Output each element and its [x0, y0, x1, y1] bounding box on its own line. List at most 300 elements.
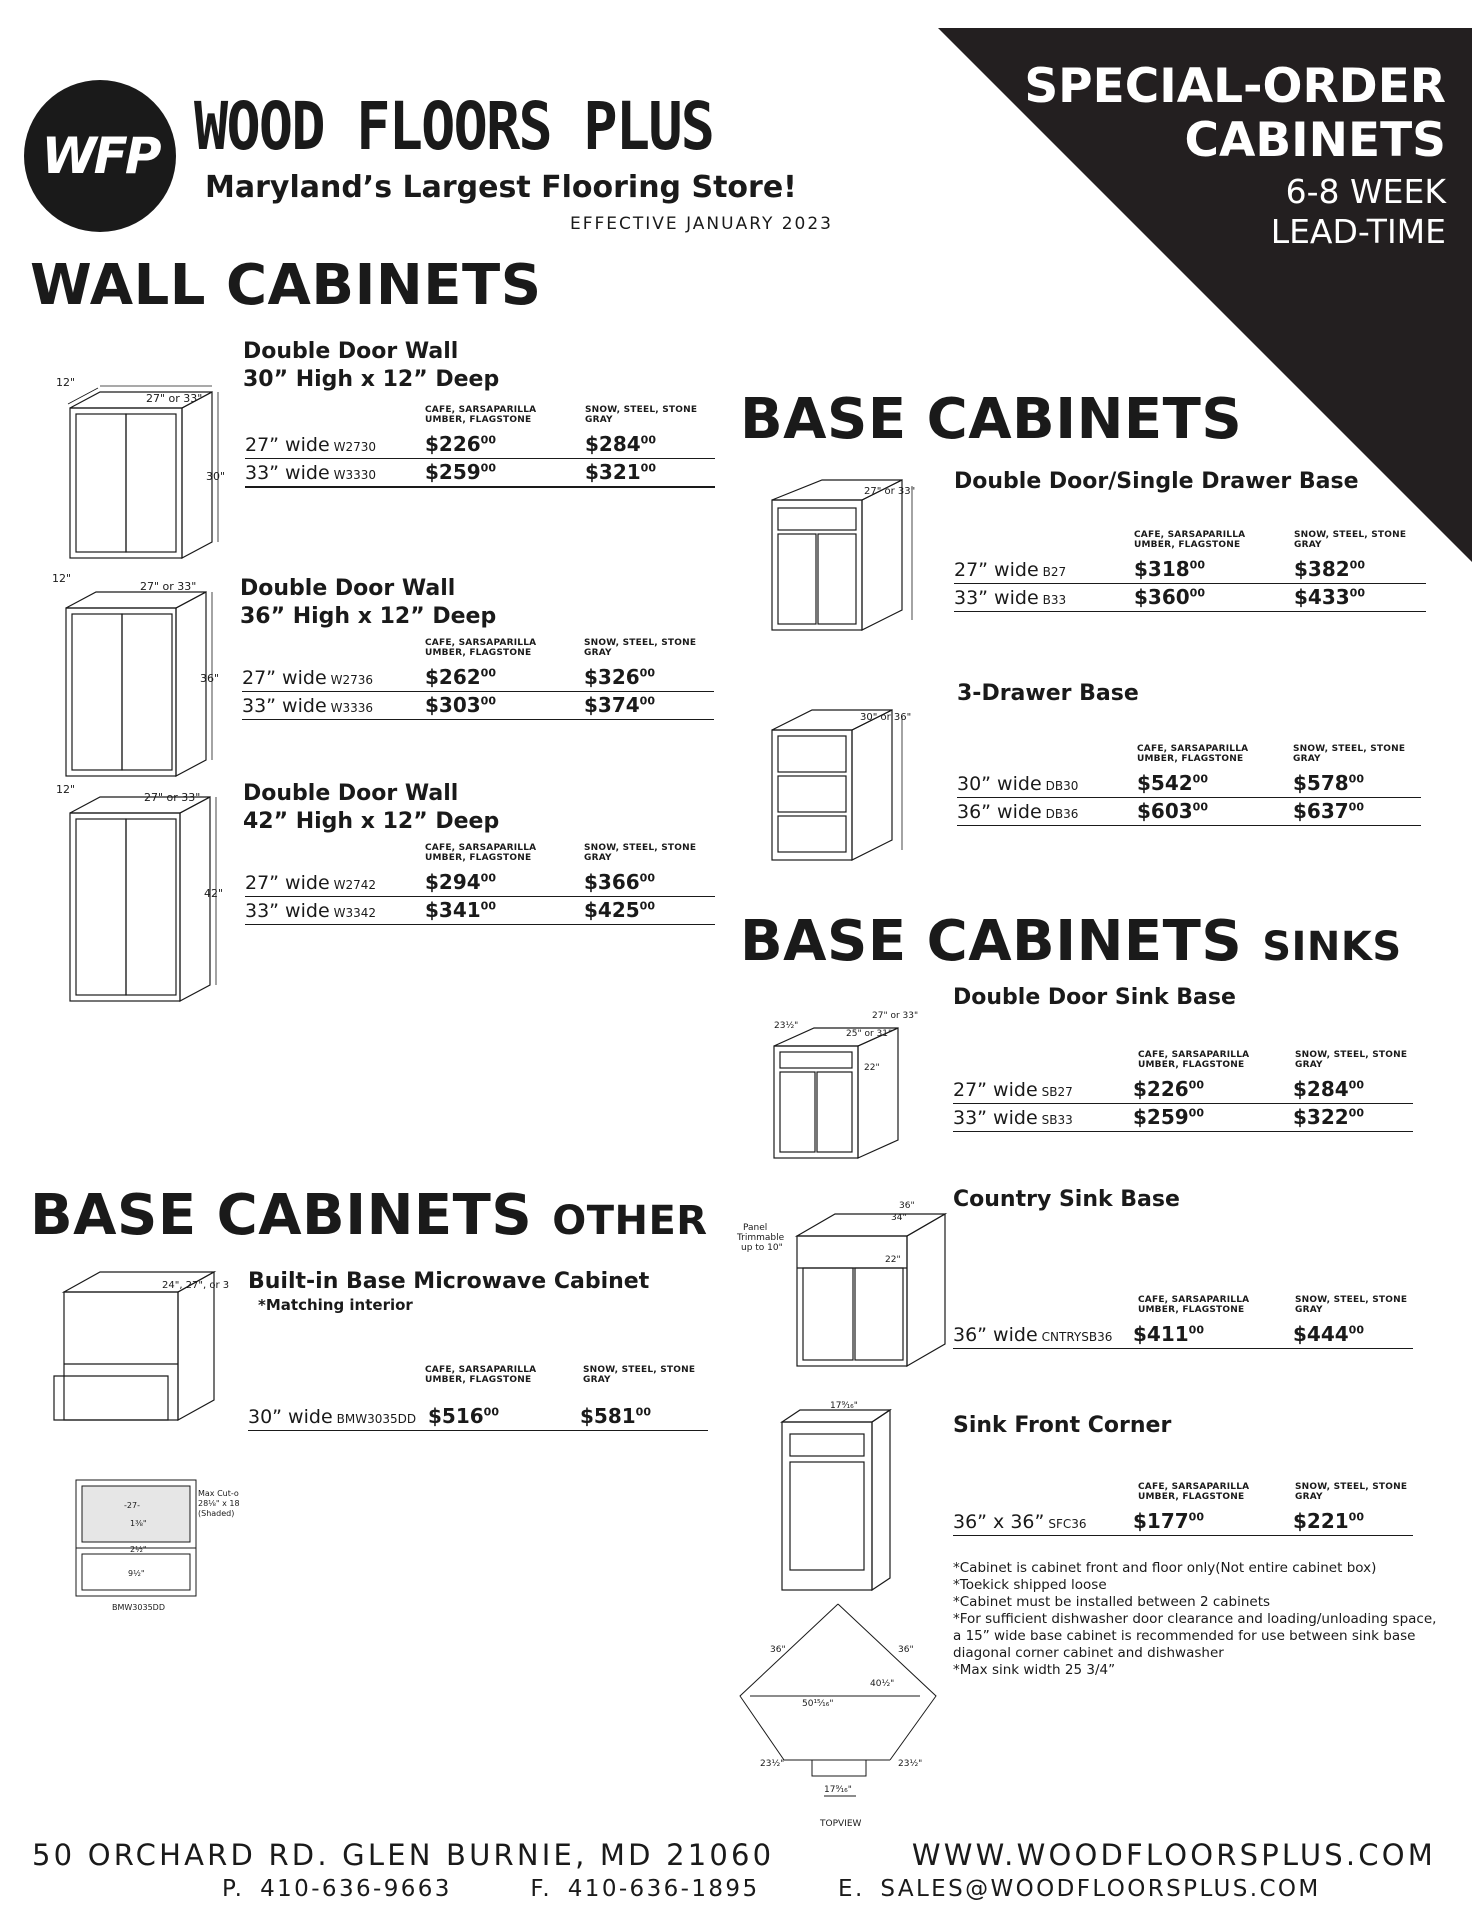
col2-header: SNOW, STEEL, STONE GRAY [584, 638, 697, 658]
model-number: W3330 [333, 468, 377, 482]
model-number: DB36 [1045, 807, 1079, 821]
price-row [242, 664, 714, 692]
note-line: diagonal corner cabinet and dishwasher [953, 1645, 1224, 1661]
price: $226 [425, 432, 481, 456]
dim-width: 30" or 36" [860, 712, 912, 723]
cents: 00 [639, 694, 655, 708]
col2-header: SNOW, STEEL, STONE GRAY [1294, 530, 1407, 550]
title-line: 42” High x 12” Deep [243, 809, 500, 834]
price-col1 [425, 898, 496, 922]
logo-text: WFP [41, 127, 159, 185]
dim-f: 23½" [898, 1759, 923, 1769]
col1-l2: UMBER, FLAGSTONE [1138, 1492, 1245, 1502]
width-label [242, 667, 373, 689]
price-header [957, 744, 1421, 770]
dim-b: 34" [891, 1213, 907, 1223]
width-label [954, 587, 1066, 609]
price-header [245, 405, 715, 431]
model-number: W3336 [330, 701, 374, 715]
topview-label: TOPVIEW [820, 1819, 862, 1829]
dim-height: 36" [200, 672, 220, 685]
col1-header [1138, 1050, 1249, 1070]
cents: 00 [1188, 1078, 1204, 1092]
price-row [954, 584, 1426, 612]
cents: 00 [1349, 586, 1365, 600]
price-header [245, 843, 715, 869]
price-col2 [1293, 799, 1364, 823]
dim-depth: 12" [52, 572, 72, 585]
price: $578 [1293, 771, 1349, 795]
wall-36-title [240, 575, 496, 631]
dim-panel: Panel [743, 1223, 768, 1233]
dim-a: 23½" [774, 1021, 799, 1031]
price-col1 [425, 432, 496, 456]
special-order-banner [1024, 60, 1446, 252]
cents: 00 [480, 899, 496, 913]
price: $374 [584, 693, 640, 717]
width-text: 33” wide [954, 587, 1039, 609]
dim-a: 36" [899, 1201, 915, 1211]
col1-l2: UMBER, FLAGSTONE [425, 1375, 532, 1385]
price-row [953, 1076, 1413, 1104]
price-row [245, 459, 715, 488]
col1-l1: CAFE, SARSAPARILLA [425, 638, 537, 648]
cents: 00 [1348, 1510, 1364, 1524]
wall-cabinet-30-drawing [40, 360, 240, 570]
footer-address: 50 ORCHARD RD. GLEN BURNIE, MD 21060 [32, 1838, 775, 1872]
dim-a: 36" [770, 1645, 786, 1655]
dim-height: 42" [204, 887, 224, 900]
width-text: 36” wide [953, 1324, 1038, 1346]
cents: 00 [480, 666, 496, 680]
title-line: Double Door Wall [240, 576, 456, 601]
microwave-subtitle: *Matching interior [258, 1296, 413, 1314]
model-number: W3342 [333, 906, 377, 920]
price-col2 [584, 898, 655, 922]
price: $226 [1133, 1077, 1189, 1101]
price: $284 [585, 432, 641, 456]
banner-line3: 6-8 WEEK [1285, 172, 1446, 211]
price-col1 [1133, 1322, 1204, 1346]
col1-l2: UMBER, FLAGSTONE [425, 648, 532, 658]
col1-l1: CAFE, SARSAPARILLA [1138, 1295, 1250, 1305]
wall-cabinet-42-drawing [40, 775, 240, 1005]
price-row [957, 770, 1421, 798]
price-col1 [1133, 1105, 1204, 1129]
base-b-title: Double Door/Single Drawer Base [954, 469, 1359, 494]
cents: 00 [635, 1405, 651, 1419]
price-col2 [584, 665, 655, 689]
col1-l2: UMBER, FLAGSTONE [1134, 540, 1241, 550]
price: $411 [1133, 1322, 1189, 1346]
cents: 00 [1348, 1323, 1364, 1337]
price: $444 [1293, 1322, 1349, 1346]
price: $262 [425, 665, 481, 689]
price-table-wall-42 [245, 843, 715, 925]
dim-cut1: Max Cut-o [198, 1489, 239, 1498]
model-number: W2742 [333, 878, 377, 892]
price: $366 [584, 870, 640, 894]
price-row [242, 692, 714, 720]
col1-l2: UMBER, FLAGSTONE [1138, 1060, 1245, 1070]
col1-header [1138, 1482, 1249, 1502]
price-row [953, 1508, 1413, 1536]
price-col1 [1137, 799, 1208, 823]
col1-l1: CAFE, SARSAPARILLA [1137, 744, 1249, 754]
price-col2 [1293, 1509, 1364, 1533]
price-row [245, 869, 715, 897]
col2-header: SNOW, STEEL, STONE GRAY [1293, 744, 1406, 764]
col1-header [425, 1365, 536, 1385]
price-row [953, 1104, 1413, 1132]
footer-contact: P. 410-636-9663 F. 410-636-1895 E. SALES@WOODFLOORSPLUS.COM [222, 1876, 1321, 1902]
dim-width: 27" or 33" [864, 486, 916, 497]
width-text: 33” wide [242, 695, 327, 717]
price-table-sink-country [953, 1295, 1413, 1349]
note-line: *Max sink width 25 3/4” [953, 1662, 1116, 1678]
price-col2 [1293, 1322, 1364, 1346]
price: $294 [425, 870, 481, 894]
price-header [953, 1482, 1413, 1508]
cents: 00 [1189, 586, 1205, 600]
dim-c: 25" or 31" [846, 1029, 893, 1039]
col1-l1: CAFE, SARSAPARILLA [425, 405, 537, 415]
dim-a-value: 27 [126, 1501, 138, 1510]
sinks-heading [740, 909, 1402, 977]
price: $581 [580, 1404, 636, 1428]
price: $221 [1293, 1509, 1349, 1533]
width-label [953, 1511, 1087, 1533]
price-row [245, 897, 715, 925]
cents: 00 [639, 871, 655, 885]
col2-header: SNOW, STEEL, STONE GRAY [1295, 1295, 1408, 1315]
col1-header [425, 405, 536, 425]
dim-c: 2½" [130, 1545, 147, 1554]
price: $637 [1293, 799, 1349, 823]
cents: 00 [639, 899, 655, 913]
base-cabinet-db-drawing [752, 700, 922, 880]
cents: 00 [480, 694, 496, 708]
col1-l1: CAFE, SARSAPARILLA [425, 1365, 537, 1375]
sink-base-drawing [762, 1006, 932, 1166]
price-row [248, 1403, 708, 1431]
col2-header: SNOW, STEEL, STONE GRAY [584, 843, 697, 863]
width-text: 33” wide [245, 462, 330, 484]
cents: 00 [1348, 1078, 1364, 1092]
price: $177 [1133, 1509, 1189, 1533]
col1-l1: CAFE, SARSAPARILLA [1138, 1050, 1250, 1060]
col2-header: SNOW, STEEL, STONE GRAY [1295, 1050, 1408, 1070]
price-table-base-b [954, 530, 1426, 612]
cents: 00 [483, 1405, 499, 1419]
other-heading-main: BASE CABINETS [30, 1183, 533, 1248]
sink-country-title: Country Sink Base [953, 1187, 1180, 1212]
width-label [954, 559, 1066, 581]
col1-header [425, 638, 536, 658]
dim-e: 23½" [760, 1759, 785, 1769]
width-text: 36” x 36” [953, 1511, 1045, 1533]
dim-b: 36" [898, 1645, 914, 1655]
price-row [245, 431, 715, 459]
note-line: a 15” wide base cabinet is recommended for use between sink base [953, 1628, 1416, 1644]
cents: 00 [480, 461, 496, 475]
sinks-heading-small: SINKS [1262, 924, 1402, 970]
width-text: 30” wide [957, 773, 1042, 795]
col2-header: SNOW, STEEL, STONE GRAY [585, 405, 698, 425]
dim-cut3: (Shaded) [198, 1509, 235, 1518]
price: $603 [1137, 799, 1193, 823]
width-text: 27” wide [954, 559, 1039, 581]
price-col2 [1294, 585, 1365, 609]
dim-c: 22" [885, 1255, 901, 1265]
dim-width: 27" or 33" [144, 791, 201, 804]
sink-sb-title: Double Door Sink Base [953, 985, 1236, 1010]
cents: 00 [1192, 772, 1208, 786]
dim-g: 17⁹⁄₁₆" [824, 1785, 852, 1795]
dim-c: 50¹⁵⁄₁₆" [802, 1699, 834, 1709]
width-label [242, 695, 373, 717]
price: $322 [1293, 1105, 1349, 1129]
cents: 00 [1188, 1106, 1204, 1120]
wall-30-title [243, 338, 499, 394]
col1-l2: UMBER, FLAGSTONE [425, 415, 532, 425]
width-label [953, 1079, 1073, 1101]
dim-b: 1⅜" [130, 1519, 147, 1528]
price-row [953, 1321, 1413, 1349]
title-line: 36” High x 12” Deep [240, 604, 497, 629]
cents: 00 [640, 433, 656, 447]
price-col2 [1293, 771, 1364, 795]
dim-d: 40½" [870, 1679, 895, 1689]
dim-upto: up to 10" [741, 1243, 783, 1253]
wall-cabinet-36-drawing [40, 570, 240, 780]
price: $321 [585, 460, 641, 484]
dim-width: 27" or 33" [146, 392, 203, 405]
col1-header [1137, 744, 1248, 764]
model-label: BMW3035DD [112, 1603, 165, 1612]
cents: 00 [1349, 558, 1365, 572]
price-col1 [428, 1404, 499, 1428]
price-header [953, 1295, 1413, 1321]
price-col2 [1293, 1077, 1364, 1101]
cents: 00 [639, 666, 655, 680]
price: $542 [1137, 771, 1193, 795]
wall-42-title [243, 780, 499, 836]
microwave-cabinet-drawing [40, 1258, 240, 1428]
col2-header: SNOW, STEEL, STONE GRAY [583, 1365, 696, 1385]
dim-width: 27" or 33" [140, 580, 197, 593]
dim-depth: 12" [56, 783, 76, 796]
col1-header [425, 843, 536, 863]
other-heading [30, 1183, 708, 1251]
dim-b: 27" or 33" [872, 1011, 919, 1021]
note-line: *Toekick shipped loose [953, 1577, 1107, 1593]
note-line: *Cabinet is cabinet front and floor only(Not entire cabinet box) [953, 1560, 1377, 1576]
width-label [245, 462, 376, 484]
wall-cabinets-heading: WALL CABINETS [30, 253, 542, 318]
model-number: CNTRYSB36 [1041, 1330, 1113, 1344]
tagline: Maryland’s Largest Flooring Store! [205, 170, 797, 205]
width-text: 33” wide [953, 1107, 1038, 1129]
price-table-microwave [248, 1365, 708, 1431]
price: $382 [1294, 557, 1350, 581]
price-col1 [425, 693, 496, 717]
width-label [953, 1107, 1073, 1129]
col1-header [1138, 1295, 1249, 1315]
col1-l1: CAFE, SARSAPARILLA [425, 843, 537, 853]
price-row [954, 556, 1426, 584]
width-label [245, 900, 376, 922]
price-col2 [585, 432, 656, 456]
logo [24, 80, 176, 232]
price: $516 [428, 1404, 484, 1428]
price-col1 [1133, 1077, 1204, 1101]
price-table-wall-30 [245, 405, 715, 488]
price-col1 [425, 460, 496, 484]
sinks-heading-main: BASE CABINETS [740, 909, 1243, 974]
banner-line4: LEAD-TIME [1270, 212, 1446, 251]
dim-d: 22" [864, 1063, 880, 1073]
sink-corner-title: Sink Front Corner [953, 1413, 1172, 1438]
cents: 00 [640, 461, 656, 475]
width-label [957, 801, 1078, 823]
dim-width: 24", 27", or 3 [162, 1280, 230, 1291]
price-col2 [580, 1404, 651, 1428]
width-label [245, 872, 376, 894]
cents: 00 [1348, 772, 1364, 786]
dim-a: -27- [124, 1501, 140, 1510]
width-text: 27” wide [245, 872, 330, 894]
width-text: 30” wide [248, 1406, 333, 1428]
note-line: *Cabinet must be installed between 2 cabinets [953, 1594, 1271, 1610]
dim-d: 9½" [128, 1569, 145, 1578]
price-table-sink-sb [953, 1050, 1413, 1132]
model-number: W2730 [333, 440, 377, 454]
brand-name: WOOD FLOORS PLUS [194, 88, 714, 165]
model-number: B27 [1042, 565, 1067, 579]
price-col2 [584, 693, 655, 717]
note-line: *For sufficient dishwasher door clearance and loading/unloading space, [953, 1611, 1437, 1627]
price: $433 [1294, 585, 1350, 609]
dim-cut2: 28⅛" x 18 [198, 1499, 240, 1508]
dim-trim: Trimmable [737, 1233, 785, 1243]
price-header [248, 1365, 708, 1391]
price-col2 [1293, 1105, 1364, 1129]
title-line: Double Door Wall [243, 339, 459, 364]
sink-corner-notes [953, 1560, 1453, 1679]
price: $303 [425, 693, 481, 717]
price-col1 [1134, 557, 1205, 581]
model-number: BMW3035DD [336, 1412, 417, 1426]
dim-top: 17⁹⁄₁₆" [830, 1401, 858, 1411]
price-col1 [1133, 1509, 1204, 1533]
microwave-front-diagram [70, 1468, 240, 1618]
price-col2 [584, 870, 655, 894]
price-col1 [425, 665, 496, 689]
effective-date: EFFECTIVE JANUARY 2023 [570, 214, 833, 234]
sink-front-corner-drawing [780, 1400, 930, 1600]
model-number: SFC36 [1048, 1517, 1087, 1531]
price: $341 [425, 898, 481, 922]
sink-corner-topview [720, 1600, 950, 1830]
width-label [957, 773, 1078, 795]
width-text: 27” wide [245, 434, 330, 456]
col1-l2: UMBER, FLAGSTONE [1137, 754, 1244, 764]
price-header [242, 638, 714, 664]
cents: 00 [1192, 800, 1208, 814]
price-col1 [1134, 585, 1205, 609]
title-line: 30” High x 12” Deep [243, 367, 500, 392]
model-number: SB33 [1041, 1113, 1073, 1127]
microwave-title: Built-in Base Microwave Cabinet [248, 1269, 650, 1294]
cents: 00 [1188, 1323, 1204, 1337]
base-db-title: 3-Drawer Base [957, 681, 1139, 706]
base-cabinet-b-drawing [752, 470, 922, 670]
price-table-base-db [957, 744, 1421, 826]
width-label [953, 1324, 1112, 1346]
base-cabinets-heading: BASE CABINETS [740, 387, 1243, 452]
width-label [245, 434, 376, 456]
banner-line2: CABINETS [1184, 113, 1446, 168]
cents: 00 [1348, 1106, 1364, 1120]
width-label [248, 1406, 416, 1428]
col2-header: SNOW, STEEL, STONE GRAY [1295, 1482, 1408, 1502]
country-sink-drawing [735, 1196, 955, 1376]
price-col2 [585, 460, 656, 484]
model-number: B33 [1042, 593, 1067, 607]
price-row [957, 798, 1421, 826]
price: $360 [1134, 585, 1190, 609]
cents: 00 [480, 433, 496, 447]
price: $259 [1133, 1105, 1189, 1129]
price: $326 [584, 665, 640, 689]
width-text: 27” wide [953, 1079, 1038, 1101]
width-text: 33” wide [245, 900, 330, 922]
banner-line1: SPECIAL-ORDER [1024, 59, 1446, 114]
width-text: 36” wide [957, 801, 1042, 823]
col1-l2: UMBER, FLAGSTONE [1138, 1305, 1245, 1315]
cents: 00 [1188, 1510, 1204, 1524]
model-number: SB27 [1041, 1085, 1073, 1099]
col1-l1: CAFE, SARSAPARILLA [1134, 530, 1246, 540]
model-number: W2736 [330, 673, 374, 687]
dim-depth: 12" [56, 376, 76, 389]
price: $318 [1134, 557, 1190, 581]
footer-website[interactable]: WWW.WOODFLOORSPLUS.COM [911, 1838, 1436, 1872]
width-text: 27” wide [242, 667, 327, 689]
price-table-wall-36 [242, 638, 714, 720]
price-table-sink-corner [953, 1482, 1413, 1536]
model-number: DB30 [1045, 779, 1079, 793]
price-col1 [1137, 771, 1208, 795]
dim-height: 30" [206, 470, 226, 483]
other-heading-small: OTHER [552, 1198, 708, 1244]
price-header [953, 1050, 1413, 1076]
cents: 00 [1189, 558, 1205, 572]
cents: 00 [480, 871, 496, 885]
price: $259 [425, 460, 481, 484]
col1-l2: UMBER, FLAGSTONE [425, 853, 532, 863]
price-col1 [425, 870, 496, 894]
col1-header [1134, 530, 1245, 550]
price: $284 [1293, 1077, 1349, 1101]
cents: 00 [1348, 800, 1364, 814]
price-header [954, 530, 1426, 556]
col1-l1: CAFE, SARSAPARILLA [1138, 1482, 1250, 1492]
title-line: Double Door Wall [243, 781, 459, 806]
price: $425 [584, 898, 640, 922]
price-col2 [1294, 557, 1365, 581]
